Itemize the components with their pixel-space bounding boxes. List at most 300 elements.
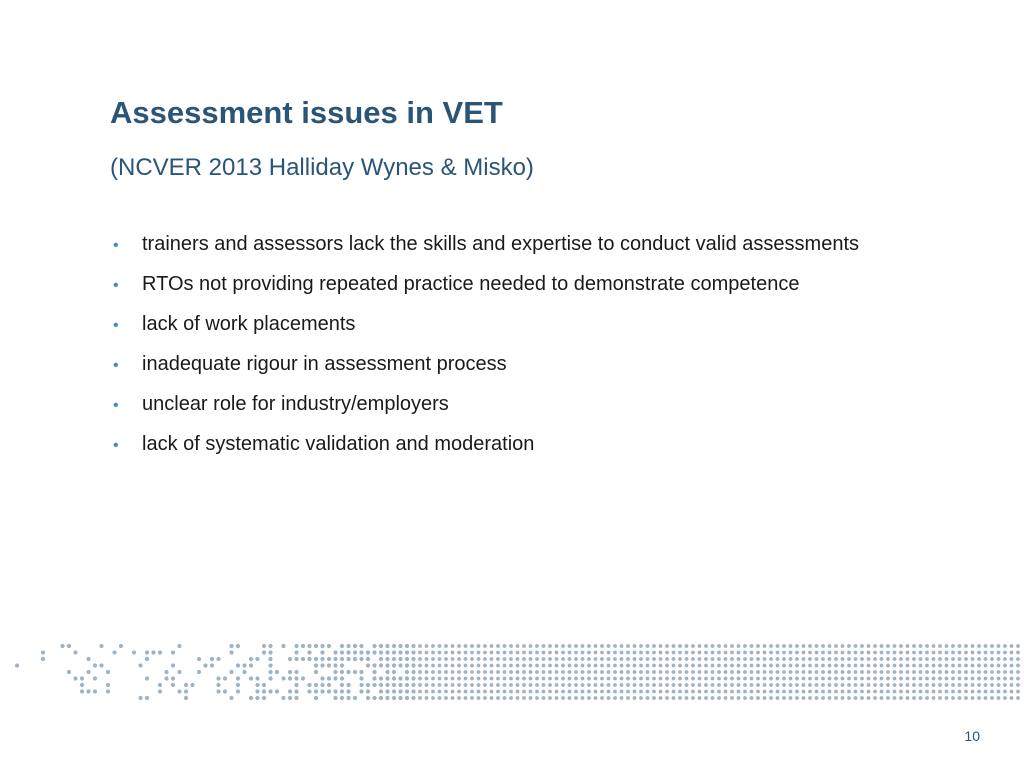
decorative-dot (834, 644, 838, 648)
decorative-dot (1016, 651, 1020, 655)
decorative-dot (561, 670, 565, 674)
decorative-dot (795, 657, 799, 661)
decorative-dot (867, 696, 871, 700)
decorative-dot (457, 690, 461, 694)
decorative-dot (945, 683, 949, 687)
decorative-dot (340, 650, 344, 654)
decorative-dot (646, 690, 650, 694)
decorative-dot (80, 683, 84, 687)
decorative-dot (555, 651, 559, 655)
decorative-dot (711, 696, 715, 700)
decorative-dot (854, 670, 858, 674)
decorative-dot (359, 689, 363, 693)
decorative-dot (951, 644, 955, 648)
decorative-dot (314, 696, 318, 700)
bullet-text: trainers and assessors lack the skills and expertise to conduct valid assessments (142, 233, 860, 255)
decorative-dot (568, 651, 572, 655)
decorative-dot (340, 644, 344, 648)
decorative-dot (516, 690, 520, 694)
decorative-dot (112, 650, 116, 654)
decorative-dot (216, 689, 220, 693)
decorative-dot (587, 644, 591, 648)
decorative-dot (542, 670, 546, 674)
decorative-dot (483, 657, 487, 661)
decorative-dot (711, 664, 715, 668)
decorative-dot (951, 664, 955, 668)
decorative-dot (730, 677, 734, 681)
decorative-dot (899, 664, 903, 668)
decorative-dot (886, 651, 890, 655)
decorative-dot (867, 677, 871, 681)
decorative-dot (945, 677, 949, 681)
decorative-dot (795, 690, 799, 694)
decorative-dot (990, 690, 994, 694)
decorative-dot (691, 670, 695, 674)
decorative-dot (372, 644, 376, 648)
decorative-dot (327, 644, 331, 648)
decorative-dot (444, 670, 448, 674)
decorative-dot (769, 644, 773, 648)
decorative-dot (782, 683, 786, 687)
decorative-dot (997, 696, 1001, 700)
decorative-dot (301, 657, 305, 661)
decorative-dot (405, 696, 409, 700)
decorative-dot (262, 689, 266, 693)
decorative-dot (503, 651, 507, 655)
decorative-dot (138, 696, 142, 700)
decorative-dot (750, 690, 754, 694)
decorative-dot (1016, 657, 1020, 661)
bullet-icon: • (113, 237, 119, 254)
decorative-dot (815, 651, 819, 655)
decorative-dot (951, 657, 955, 661)
decorative-dot (555, 696, 559, 700)
decorative-dot (795, 670, 799, 674)
decorative-dot (581, 664, 585, 668)
decorative-dot (925, 670, 929, 674)
decorative-dot (587, 683, 591, 687)
decorative-dot (691, 651, 695, 655)
decorative-dot (438, 683, 442, 687)
decorative-dot (925, 690, 929, 694)
decorative-dot (769, 690, 773, 694)
decorative-dot (93, 676, 97, 680)
decorative-dot (659, 690, 663, 694)
decorative-dot (776, 690, 780, 694)
decorative-dot (919, 664, 923, 668)
decorative-dot (977, 651, 981, 655)
decorative-dot (743, 690, 747, 694)
decorative-dot (769, 696, 773, 700)
decorative-dot (691, 677, 695, 681)
decorative-dot (659, 683, 663, 687)
decorative-dot (86, 670, 90, 674)
decorative-dot (919, 651, 923, 655)
decorative-dot (522, 664, 526, 668)
decorative-dot (873, 677, 877, 681)
decorative-dot (951, 696, 955, 700)
decorative-dot (776, 696, 780, 700)
decorative-dot (438, 664, 442, 668)
decorative-dot (964, 664, 968, 668)
decorative-dot (613, 670, 617, 674)
decorative-dot (854, 657, 858, 661)
decorative-dot (828, 651, 832, 655)
decorative-dot (652, 696, 656, 700)
decorative-dot (672, 670, 676, 674)
decorative-dot (509, 651, 513, 655)
decorative-dot (633, 657, 637, 661)
decorative-dot (398, 696, 402, 700)
decorative-dot (477, 683, 481, 687)
decorative-dot (496, 677, 500, 681)
decorative-dot (971, 690, 975, 694)
decorative-dot (522, 670, 526, 674)
decorative-dot (912, 677, 916, 681)
decorative-dot (581, 696, 585, 700)
decorative-dot (704, 651, 708, 655)
decorative-dot (535, 664, 539, 668)
decorative-dot (841, 657, 845, 661)
decorative-dot (470, 664, 474, 668)
decorative-dot (620, 644, 624, 648)
decorative-dot (685, 690, 689, 694)
decorative-dot (626, 657, 630, 661)
decorative-dot (119, 644, 123, 648)
decorative-dot (659, 670, 663, 674)
decorative-dot (438, 651, 442, 655)
bullet-item (110, 393, 859, 433)
decorative-dot (425, 683, 429, 687)
decorative-dot (938, 657, 942, 661)
decorative-dot (327, 689, 331, 693)
decorative-dot (620, 657, 624, 661)
decorative-dot (1010, 696, 1014, 700)
decorative-dot (763, 683, 767, 687)
decorative-dot (516, 677, 520, 681)
decorative-dot (873, 657, 877, 661)
decorative-dot (529, 690, 533, 694)
decorative-dot (906, 644, 910, 648)
decorative-dot (411, 670, 415, 674)
decorative-dot (802, 670, 806, 674)
decorative-dot (893, 683, 897, 687)
decorative-dot (717, 683, 721, 687)
decorative-dot (743, 651, 747, 655)
decorative-dot (997, 644, 1001, 648)
decorative-dot (951, 690, 955, 694)
decorative-dot (431, 651, 435, 655)
decorative-dot (372, 650, 376, 654)
decorative-dot (782, 664, 786, 668)
decorative-dot (847, 644, 851, 648)
decorative-dot (977, 657, 981, 661)
decorative-dot (646, 670, 650, 674)
decorative-dot (685, 664, 689, 668)
decorative-dot (860, 644, 864, 648)
decorative-dot (607, 696, 611, 700)
decorative-dot (756, 644, 760, 648)
decorative-dot (997, 651, 1001, 655)
decorative-dot (522, 683, 526, 687)
decorative-dot (919, 690, 923, 694)
decorative-dot (431, 696, 435, 700)
decorative-dot (216, 683, 220, 687)
decorative-dot (385, 696, 389, 700)
decorative-dot (366, 663, 370, 667)
decorative-dot (977, 690, 981, 694)
slide-subtitle: (NCVER 2013 Halliday Wynes & Misko) (110, 154, 534, 181)
decorative-dot (470, 657, 474, 661)
decorative-dot (451, 657, 455, 661)
decorative-dot (145, 676, 149, 680)
decorative-dot (477, 651, 481, 655)
decorative-dot (945, 696, 949, 700)
decorative-dot (425, 696, 429, 700)
decorative-dot (294, 650, 298, 654)
decorative-dot (685, 670, 689, 674)
bullet-icon: • (113, 357, 119, 374)
decorative-dot (574, 696, 578, 700)
decorative-dot (893, 696, 897, 700)
decorative-dot (444, 644, 448, 648)
decorative-dot (847, 696, 851, 700)
decorative-dot (867, 644, 871, 648)
decorative-dot (841, 651, 845, 655)
decorative-dot (444, 690, 448, 694)
decorative-dot (782, 690, 786, 694)
decorative-dot (886, 677, 890, 681)
decorative-dot (477, 670, 481, 674)
decorative-dot (711, 683, 715, 687)
decorative-dot (958, 644, 962, 648)
decorative-dot (405, 676, 409, 680)
decorative-dot (320, 683, 324, 687)
decorative-dot (359, 650, 363, 654)
decorative-dot (555, 690, 559, 694)
decorative-dot (535, 651, 539, 655)
decorative-dot (782, 670, 786, 674)
decorative-dot (464, 677, 468, 681)
decorative-dot (529, 670, 533, 674)
decorative-dot (730, 657, 734, 661)
decorative-dot (756, 664, 760, 668)
decorative-dot (379, 657, 383, 661)
decorative-dot (451, 670, 455, 674)
decorative-dot (607, 690, 611, 694)
decorative-dot (626, 664, 630, 668)
decorative-dot (438, 644, 442, 648)
decorative-dot (750, 651, 754, 655)
decorative-dot (932, 690, 936, 694)
decorative-dot (327, 683, 331, 687)
decorative-dot (561, 664, 565, 668)
decorative-dot (633, 696, 637, 700)
decorative-dot (880, 651, 884, 655)
decorative-dot (893, 651, 897, 655)
decorative-dot (158, 683, 162, 687)
decorative-dot (639, 696, 643, 700)
decorative-dot (255, 696, 259, 700)
decorative-dot (971, 644, 975, 648)
decorative-dot (561, 651, 565, 655)
decorative-dot (841, 677, 845, 681)
decorative-dot (782, 657, 786, 661)
decorative-dot (106, 683, 110, 687)
decorative-dot (594, 683, 598, 687)
decorative-dot (568, 677, 572, 681)
decorative-dot (483, 644, 487, 648)
decorative-dot (867, 651, 871, 655)
decorative-dot (646, 651, 650, 655)
decorative-dot (665, 644, 669, 648)
decorative-dot (763, 664, 767, 668)
decorative-dot (789, 696, 793, 700)
decorative-dot (568, 683, 572, 687)
decorative-dot (672, 690, 676, 694)
decorative-dot (411, 657, 415, 661)
decorative-dot (958, 696, 962, 700)
decorative-dot (776, 651, 780, 655)
decorative-dot (385, 689, 389, 693)
decorative-dot (600, 657, 604, 661)
decorative-dot (776, 677, 780, 681)
decorative-dot (353, 650, 357, 654)
decorative-dot (268, 644, 272, 648)
decorative-dot (67, 670, 71, 674)
decorative-dot (808, 644, 812, 648)
decorative-dot (353, 657, 357, 661)
decorative-dot (685, 651, 689, 655)
decorative-dot (906, 677, 910, 681)
decorative-dot (828, 677, 832, 681)
decorative-dot (581, 690, 585, 694)
decorative-dot (535, 657, 539, 661)
decorative-dot (470, 651, 474, 655)
decorative-dot (490, 670, 494, 674)
decorative-dot (307, 683, 311, 687)
decorative-dot (867, 683, 871, 687)
decorative-dot (997, 670, 1001, 674)
decorative-dot (177, 644, 181, 648)
decorative-dot (932, 683, 936, 687)
decorative-dot (223, 676, 227, 680)
decorative-dot (594, 657, 598, 661)
decorative-dot (431, 677, 435, 681)
decorative-dot (672, 644, 676, 648)
decorative-dot (873, 690, 877, 694)
decorative-dot (698, 683, 702, 687)
decorative-dot (691, 696, 695, 700)
decorative-dot (873, 644, 877, 648)
decorative-dot (509, 690, 513, 694)
decorative-dot (678, 683, 682, 687)
decorative-dot (834, 651, 838, 655)
decorative-dot (392, 644, 396, 648)
decorative-dot (639, 657, 643, 661)
decorative-dot (516, 644, 520, 648)
decorative-dot (698, 644, 702, 648)
decorative-dot (451, 696, 455, 700)
decorative-dot (717, 651, 721, 655)
decorative-dot (366, 696, 370, 700)
decorative-dot (984, 683, 988, 687)
decorative-dot (268, 689, 272, 693)
decorative-dot (483, 696, 487, 700)
decorative-dot (906, 657, 910, 661)
decorative-dot (977, 670, 981, 674)
decorative-dot (756, 651, 760, 655)
decorative-dot (620, 664, 624, 668)
decorative-dot (665, 683, 669, 687)
decorative-dot (80, 676, 84, 680)
decorative-dot (516, 683, 520, 687)
decorative-dot (327, 663, 331, 667)
decorative-dot (464, 683, 468, 687)
decorative-dot (496, 664, 500, 668)
decorative-dot (730, 696, 734, 700)
decorative-dot (945, 651, 949, 655)
decorative-dot (470, 696, 474, 700)
decorative-dot (717, 677, 721, 681)
decorative-dot (379, 676, 383, 680)
decorative-dot (873, 670, 877, 674)
decorative-dot (945, 670, 949, 674)
decorative-dot (607, 657, 611, 661)
decorative-dot (724, 664, 728, 668)
decorative-dot (320, 689, 324, 693)
decorative-dot (730, 670, 734, 674)
decorative-dot (379, 650, 383, 654)
decorative-dot (470, 644, 474, 648)
decorative-dot (477, 677, 481, 681)
decorative-dot (496, 696, 500, 700)
decorative-dot (346, 670, 350, 674)
decorative-dot (600, 670, 604, 674)
decorative-dot (574, 657, 578, 661)
decorative-dot (646, 657, 650, 661)
decorative-dot (333, 657, 337, 661)
decorative-dot (938, 690, 942, 694)
decorative-dot (548, 683, 552, 687)
decorative-dot (529, 683, 533, 687)
bullet-icon: • (113, 317, 119, 334)
decorative-dot (951, 683, 955, 687)
decorative-dot (685, 677, 689, 681)
decorative-dot (899, 677, 903, 681)
decorative-dot (730, 644, 734, 648)
decorative-dot (255, 657, 259, 661)
decorative-dot (789, 690, 793, 694)
decorative-dot (802, 677, 806, 681)
decorative-dot (236, 644, 240, 648)
decorative-dot (620, 696, 624, 700)
decorative-dot (561, 657, 565, 661)
decorative-dot (867, 657, 871, 661)
decorative-dot (841, 696, 845, 700)
decorative-dot (912, 670, 916, 674)
decorative-dot (314, 663, 318, 667)
decorative-dot (886, 657, 890, 661)
decorative-dot (997, 690, 1001, 694)
decorative-dot (457, 651, 461, 655)
decorative-dot (516, 651, 520, 655)
decorative-dot (444, 657, 448, 661)
decorative-dot (600, 651, 604, 655)
decorative-dot (964, 644, 968, 648)
decorative-dot (542, 651, 546, 655)
decorative-dot (828, 664, 832, 668)
